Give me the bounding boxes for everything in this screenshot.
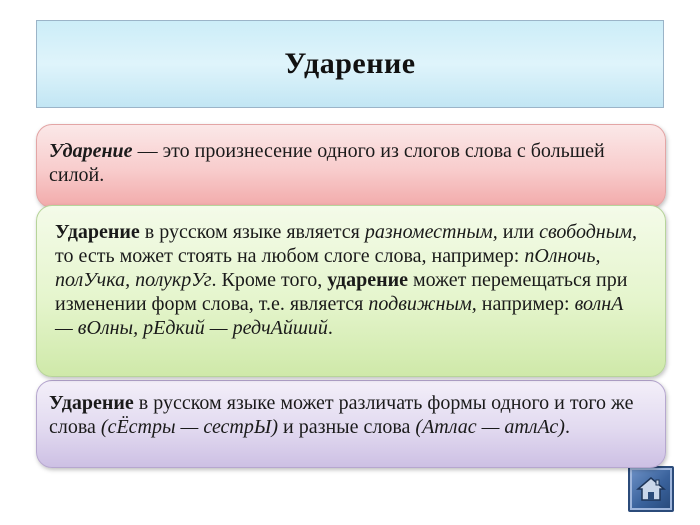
text-segment: в русском языке может различать формы одного и того же слова xyxy=(49,392,634,438)
definition-term: Ударение xyxy=(49,140,133,162)
definition-card xyxy=(36,124,666,208)
text-segment: например: xyxy=(476,293,575,315)
text-segment: в русском языке является xyxy=(139,221,365,243)
title-banner xyxy=(36,20,664,108)
example-words-2: волнА — вОлны, рЕдкий — редчАйший xyxy=(55,293,624,339)
term-variable-place: разноместным, xyxy=(364,221,498,243)
stress-mobility-text xyxy=(55,220,645,340)
text-segment: может перемещаться при изменении форм слова, т.е. является xyxy=(55,269,628,315)
slide-title: Ударение xyxy=(284,47,416,80)
home-icon xyxy=(636,475,666,503)
term-mobile: подвижным, xyxy=(368,293,477,315)
term-free: свободным xyxy=(539,221,633,243)
home-button[interactable] xyxy=(628,466,674,512)
text-segment: и разные слова xyxy=(277,416,416,438)
stress-term-2: ударение xyxy=(327,269,409,291)
text-segment: . xyxy=(327,317,333,339)
stress-term-1: Ударение xyxy=(55,221,140,243)
definition-text xyxy=(49,139,653,187)
text-segment: . Кроме того, xyxy=(211,269,328,291)
text-segment: , то есть может стоять на любом слоге слова, например: xyxy=(55,221,638,267)
example-words-1: пОлночь, полУчка, полукрУг xyxy=(55,245,601,291)
definition-body: — это произнесение одного из слогов слова с большей силой. xyxy=(49,140,605,186)
example-forms: (сЁстры — сестрЫ) xyxy=(100,416,278,438)
stress-mobility-card xyxy=(36,205,666,377)
stress-distinction-text xyxy=(49,391,647,439)
stress-term-3: Ударение xyxy=(49,392,134,414)
text-segment: или xyxy=(497,221,540,243)
text-segment: . xyxy=(564,416,570,438)
example-words-3: (Атлас — атлАс) xyxy=(415,416,565,438)
stress-distinction-card xyxy=(36,380,666,468)
